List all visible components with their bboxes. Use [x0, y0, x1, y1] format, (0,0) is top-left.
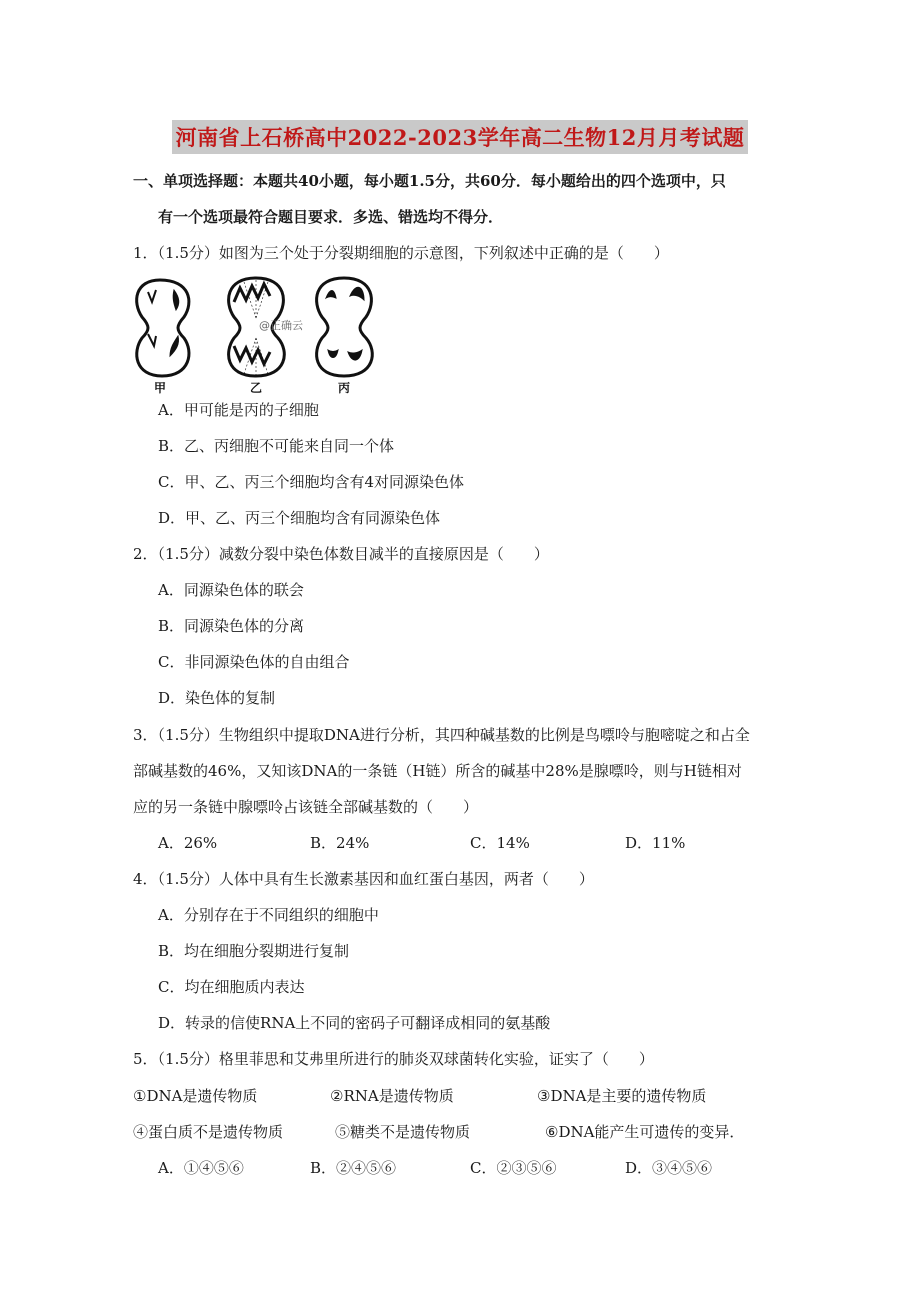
q2-option-b: B．同源染色体的分离 [158, 617, 305, 635]
figure-label-jia: 甲 [153, 381, 167, 394]
q5-statement-4: ④蛋白质不是遗传物质 [133, 1123, 284, 1141]
title-wrap [0, 120, 920, 154]
section-heading-line1: 一、单项选择题：本题共40小题，每小题1.5分，共60分．每小题给出的四个选项中，只 [133, 172, 726, 190]
figure-label-bing: 丙 [337, 381, 351, 394]
q2-stem: 2．（1.5分）减数分裂中染色体数目减半的直接原因是（ ） [133, 545, 549, 563]
q4-option-d: D．转录的信使RNA上不同的密码子可翻译成相同的氨基酸 [158, 1014, 551, 1032]
q5-statement-2: ②RNA是遗传物质 [330, 1087, 454, 1105]
cell-bing [317, 278, 373, 376]
cell-jia [137, 280, 189, 376]
q3-option-a: A．26% [158, 834, 218, 852]
q4-option-a: A．分别存在于不同组织的细胞中 [158, 906, 379, 924]
q1-option-a: A．甲可能是丙的子细胞 [158, 401, 319, 419]
q5-stem: 5．（1.5分）格里菲思和艾弗里所进行的肺炎双球菌转化实验，证实了（ ） [133, 1050, 654, 1068]
q5-option-c: C．②③⑤⑥ [470, 1159, 557, 1177]
q3-option-c: C．14% [470, 834, 530, 852]
q1-option-d: D．甲、乙、丙三个细胞均含有同源染色体 [158, 509, 441, 527]
q4-option-c: C．均在细胞质内表达 [158, 978, 305, 996]
watermark-text: @正确云 [259, 319, 303, 332]
q4-stem: 4．（1.5分）人体中具有生长激素基因和血红蛋白基因，两者（ ） [133, 870, 594, 888]
q4-option-b: B．均在细胞分裂期进行复制 [158, 942, 350, 960]
q5-statement-3: ③DNA是主要的遗传物质 [537, 1087, 707, 1105]
q3-option-d: D．11% [625, 834, 686, 852]
q1-stem: 1．（1.5分）如图为三个处于分裂期细胞的示意图，下列叙述中正确的是（ ） [133, 244, 669, 262]
q3-stem-line2: 部碱基数的46%，又知该DNA的一条链（H链）所含的碱基中28%是腺嘌呤，则与H链相对 [133, 762, 742, 780]
q1-option-c: C．甲、乙、丙三个细胞均含有4对同源染色体 [158, 473, 465, 491]
figure-label-yi: 乙 [249, 381, 263, 394]
q3-stem-line3: 应的另一条链中腺嘌呤占该链全部碱基数的（ ） [133, 798, 479, 816]
section-heading-line2: 有一个选项最符合题目要求．多选、错选均不得分． [158, 208, 504, 226]
q5-option-a: A．①④⑤⑥ [158, 1159, 244, 1177]
q2-option-d: D．染色体的复制 [158, 689, 276, 707]
q3-option-b: B．24% [310, 834, 370, 852]
q5-option-d: D．③④⑤⑥ [625, 1159, 713, 1177]
q5-statement-1: ①DNA是遗传物质 [133, 1087, 258, 1105]
q5-option-b: B．②④⑤⑥ [310, 1159, 397, 1177]
q2-option-c: C．非同源染色体的自由组合 [158, 653, 350, 671]
q1-option-b: B．乙、丙细胞不可能来自同一个体 [158, 437, 395, 455]
page-title: 河南省上石桥高中2022-2023学年高二生物12月月考试题 [172, 120, 749, 154]
q5-statement-6: ⑥DNA能产生可遗传的变异． [545, 1123, 745, 1141]
q5-statement-5: ⑤糖类不是遗传物质 [335, 1123, 471, 1141]
cell-division-figure [130, 272, 390, 394]
q2-option-a: A．同源染色体的联会 [158, 581, 304, 599]
q3-stem-line1: 3．（1.5分）生物组织中提取DNA进行分析，其四种碱基数的比例是鸟嘌呤与胞嘧啶之和占全 [133, 726, 750, 744]
